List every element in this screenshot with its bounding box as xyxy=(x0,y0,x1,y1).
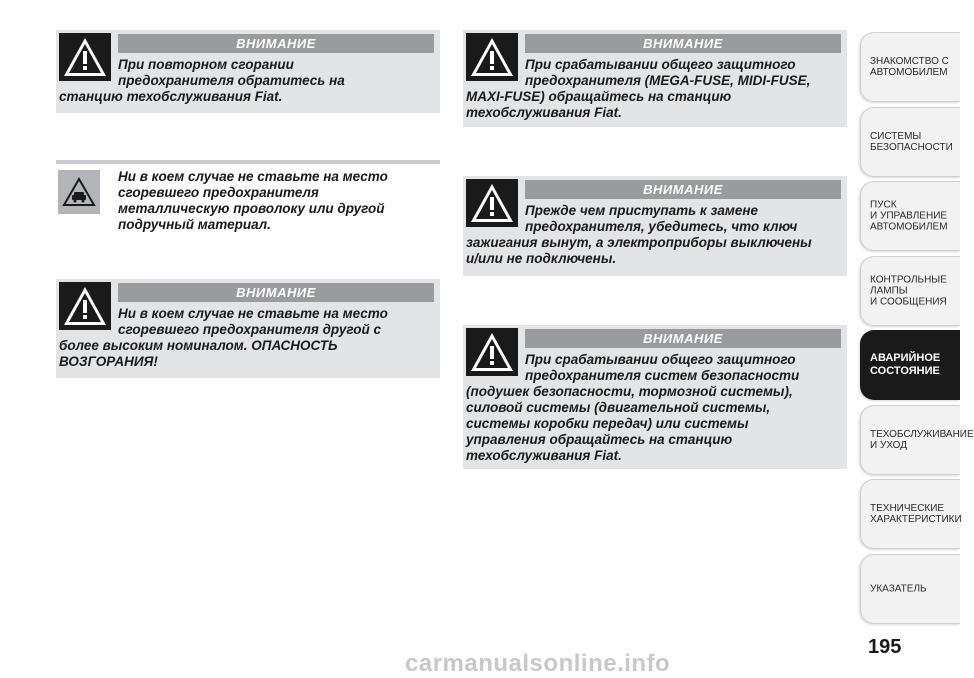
warning-text xyxy=(525,352,845,384)
note-text xyxy=(118,169,438,233)
warning-line: MAXI-FUSE) обращайтесь на станцию xyxy=(466,89,732,104)
warning-line: и/или не подключены. xyxy=(466,251,617,266)
warning-triangle-icon xyxy=(59,33,111,81)
warning-triangle-icon xyxy=(59,282,111,330)
warning-triangle-icon xyxy=(466,179,518,227)
warning-line: При срабатывании общего защитного xyxy=(525,57,796,72)
warning-box-general-fuse xyxy=(463,30,847,127)
warning-header: ВНИМАНИЕ xyxy=(525,180,841,199)
warning-line: более высоким номиналом. ОПАСНОСТЬ xyxy=(59,338,338,353)
warning-line: предохранителя систем безопасности xyxy=(525,368,800,383)
warning-line: силовой системы (двигательной системы, xyxy=(466,400,771,415)
warning-line: предохранителя обратитесь на xyxy=(118,73,345,88)
note-line: сгоревшего предохранителя xyxy=(118,185,319,200)
warning-text-full xyxy=(466,89,844,121)
warning-text-full xyxy=(466,384,844,464)
warning-line: зажигания вынут, а электроприборы выключены xyxy=(466,235,812,250)
warning-box-safety-fuse xyxy=(463,325,847,469)
tab-label: КОНТРОЛЬНЫЕ ЛАМПЫ И СООБЩЕНИЯ xyxy=(870,274,947,308)
tab-safety[interactable] xyxy=(860,107,960,177)
warning-header: ВНИМАНИЕ xyxy=(525,34,841,53)
warning-header: ВНИМАНИЕ xyxy=(118,34,434,53)
tab-label: ТЕХНИЧЕСКИЕ ХАРАКТЕРИСТИКИ xyxy=(870,503,962,525)
page-number: 195 xyxy=(868,636,902,658)
warning-box-before-replacing xyxy=(463,176,847,276)
car-caution-icon xyxy=(58,170,100,214)
tab-technical-specs[interactable] xyxy=(860,479,960,549)
warning-text xyxy=(118,306,438,338)
tab-starting-driving[interactable] xyxy=(860,181,960,251)
tab-emergency[interactable] xyxy=(860,330,960,400)
warning-line: станцию техобслуживания Fiat. xyxy=(59,89,283,104)
warning-line: управления обращайтесь на станцию xyxy=(466,432,733,447)
warning-line: Прежде чем приступать к замене xyxy=(525,203,759,218)
warning-header: ВНИМАНИЕ xyxy=(118,283,434,302)
warning-line: предохранителя, убедитесь, что ключ xyxy=(525,219,798,234)
tab-getting-to-know[interactable] xyxy=(860,32,960,102)
tab-label: ЗНАКОМСТВО С АВТОМОБИЛЕМ xyxy=(870,56,949,78)
warning-line: техобслуживания Fiat. xyxy=(466,448,622,463)
warning-header: ВНИМАНИЕ xyxy=(525,329,841,348)
warning-box-repeat-burnout xyxy=(56,30,440,113)
warning-text-full xyxy=(59,89,437,105)
warning-text-full xyxy=(466,235,844,267)
note-line: металлическую проволоку или другой xyxy=(118,201,385,216)
tab-maintenance[interactable] xyxy=(860,405,974,475)
tab-label: ПУСК И УПРАВЛЕНИЕ АВТОМОБИЛЕМ xyxy=(870,199,948,233)
warning-box-higher-rating xyxy=(56,279,440,378)
warning-text xyxy=(118,57,438,89)
tab-warning-lights[interactable] xyxy=(860,256,960,326)
warning-triangle-icon xyxy=(466,328,518,376)
warning-line: При повторном сгорании xyxy=(118,57,294,72)
note-line: подручный материал. xyxy=(118,217,271,232)
warning-line: Ни в коем случае не ставьте на место xyxy=(118,306,388,321)
tab-label: СИСТЕМЫ БЕЗОПАСНОСТИ xyxy=(870,131,953,153)
tab-label: УКАЗАТЕЛЬ xyxy=(870,583,927,595)
warning-line: сгоревшего предохранителя другой с xyxy=(118,322,381,337)
note-line: Ни в коем случае не ставьте на место xyxy=(118,169,388,184)
warning-line: предохранителя (MEGA-FUSE, MIDI-FUSE, xyxy=(525,73,811,88)
note-top-divider xyxy=(56,160,440,164)
warning-text xyxy=(525,203,845,235)
warning-text xyxy=(525,57,845,89)
watermark: carmanualsonline.info xyxy=(405,650,671,677)
warning-triangle-icon xyxy=(466,33,518,81)
warning-text-full xyxy=(59,338,437,370)
tab-index[interactable] xyxy=(860,554,960,624)
tab-label: ТЕХОБСЛУЖИВАНИЕ И УХОД xyxy=(870,429,974,451)
warning-line: системы коробки передач) или системы xyxy=(466,416,749,431)
warning-line: При срабатывании общего защитного xyxy=(525,352,796,367)
tab-label: АВАРИЙНОЕ СОСТОЯНИЕ xyxy=(870,352,941,377)
warning-line: ВОЗГОРАНИЯ! xyxy=(59,354,158,369)
warning-line: (подушек безопасности, тормозной системы), xyxy=(466,384,793,399)
warning-line: техобслуживания Fiat. xyxy=(466,105,622,120)
